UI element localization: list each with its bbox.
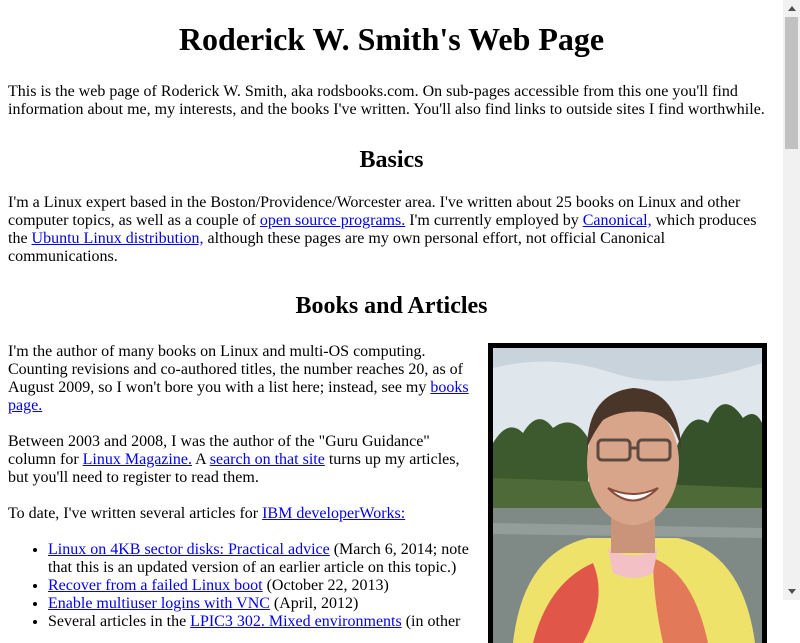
basics-heading: Basics bbox=[359, 147, 424, 173]
articles-list bbox=[8, 541, 480, 631]
author-photo bbox=[493, 348, 762, 643]
developerworks-text: To date, I've written several articles for bbox=[8, 505, 263, 522]
author-photo-image bbox=[493, 348, 762, 643]
basics-paragraph bbox=[8, 194, 775, 266]
open-source-programs-link[interactable]: open source programs. bbox=[259, 212, 406, 229]
books-text bbox=[8, 343, 480, 631]
basics-text-3: which produces the bbox=[8, 212, 757, 247]
guru-text-2: A bbox=[191, 451, 210, 468]
books-section bbox=[8, 343, 775, 631]
linux-magazine-link[interactable]: Linux Magazine. bbox=[82, 451, 192, 468]
scrollbar-thumb[interactable] bbox=[785, 17, 798, 149]
intro-paragraph: This is the web page of Roderick W. Smith, aka rodsbooks.com. On sub-pages accessible from this one you'll find information about me, my interests, and the books I've written. You'll also find links to outside sites I find worthwhile. bbox=[8, 83, 765, 118]
ubuntu-linux-link[interactable]: Ubuntu Linux distribution, bbox=[31, 230, 204, 247]
vertical-scrollbar[interactable] bbox=[783, 0, 800, 600]
article-prefix: Several articles in the bbox=[48, 613, 191, 630]
guru-guidance-paragraph bbox=[8, 433, 480, 487]
list-item bbox=[48, 541, 480, 577]
developerworks-paragraph bbox=[8, 505, 480, 523]
guru-text-3: turns up my articles, but you'll need to register to read them. bbox=[8, 451, 460, 486]
basics-text-1: I'm a Linux expert based in the Boston/Providence/Worcester area. I've written about 25 books on Linux and other computer topics, as well as a couple of bbox=[8, 194, 741, 229]
ibm-developerworks-link[interactable]: IBM developerWorks: bbox=[262, 505, 406, 522]
scroll-down-arrow-icon[interactable] bbox=[783, 583, 800, 600]
list-item bbox=[48, 613, 480, 631]
scroll-up-arrow-icon[interactable] bbox=[783, 0, 800, 17]
basics-text-4: although these pages are my own personal effort, not official Canonical communications. bbox=[8, 230, 666, 265]
guru-text-1: Between 2003 and 2008, I was the author of the "Guru Guidance" column for bbox=[8, 433, 430, 468]
books-heading: Books and Articles bbox=[295, 293, 488, 319]
article-link[interactable]: Recover from a failed Linux boot bbox=[48, 577, 263, 594]
search-site-link[interactable]: search on that site bbox=[209, 451, 325, 468]
article-link[interactable]: LPIC3 302. Mixed environments bbox=[190, 613, 402, 630]
page-title: Roderick W. Smith's Web Page bbox=[178, 21, 605, 57]
author-photo-frame bbox=[488, 343, 767, 643]
article-note: (April, 2012) bbox=[269, 595, 359, 612]
basics-text-2: I'm currently employed by bbox=[405, 212, 583, 229]
books-text-1: I'm the author of many books on Linux and multi-OS computing. Counting revisions and co-authored titles, the number reaches 20, as of August 2009, so I won't bore you with a list here; instead, see my bbox=[8, 343, 463, 396]
list-item bbox=[48, 595, 480, 613]
article-note: (March 6, 2014; note that this is an updated version of an earlier article on this topic.) bbox=[48, 541, 469, 576]
books-page-link[interactable]: books page. bbox=[8, 379, 469, 414]
article-link[interactable]: Enable multiuser logins with VNC bbox=[48, 595, 270, 612]
canonical-link[interactable]: Canonical, bbox=[582, 212, 652, 229]
list-item bbox=[48, 577, 480, 595]
article-note: (October 22, 2013) bbox=[262, 577, 389, 594]
books-paragraph bbox=[8, 343, 480, 415]
article-link[interactable]: Linux on 4KB sector disks: Practical advice bbox=[48, 541, 330, 558]
content bbox=[8, 0, 775, 631]
article-note: (in other bbox=[401, 613, 461, 630]
